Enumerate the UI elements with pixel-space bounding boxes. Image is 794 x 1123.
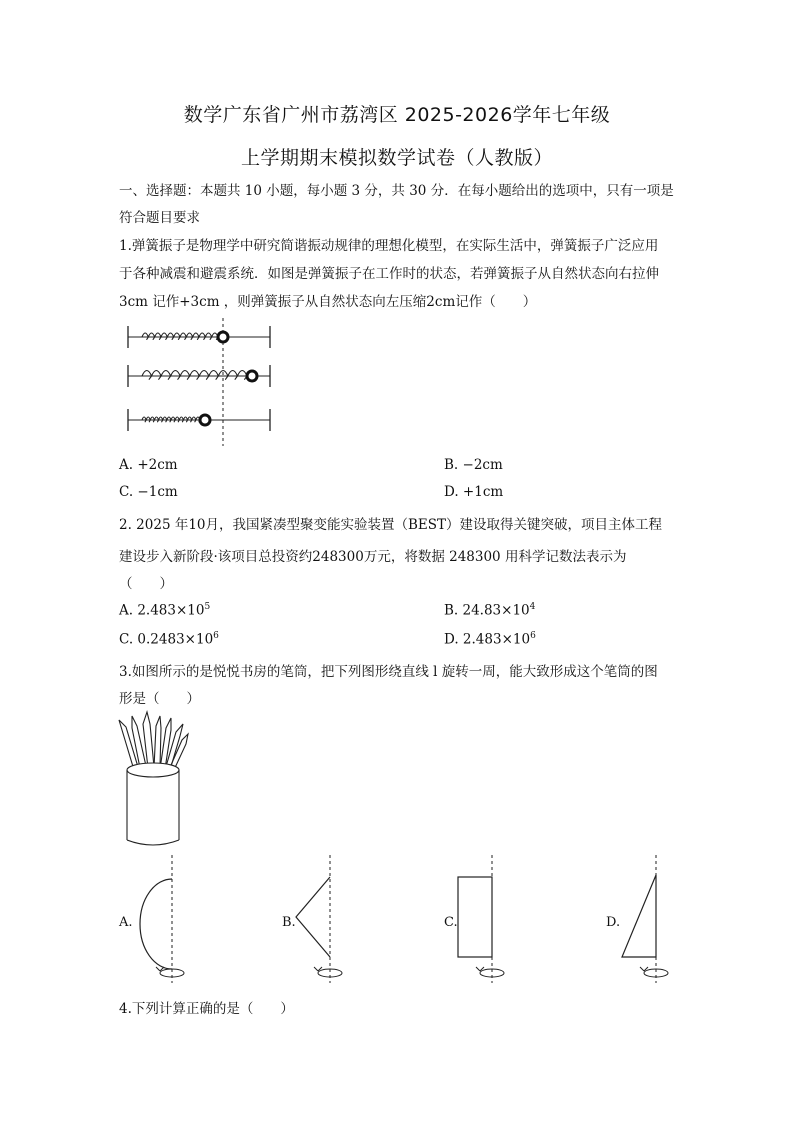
q3-option-a[interactable]: A.	[119, 915, 133, 930]
q2-option-b[interactable]: B. $24.83\times 10^4$	[444, 602, 536, 619]
q1-text-line2: 于各种减震和避震系统．如图是弹簧振子在工作时的状态，若弹簧振子从自然状态向右拉伸	[119, 266, 659, 282]
q3-text-line2: 形是（ ）	[119, 691, 200, 707]
q3-figure-d	[614, 855, 674, 985]
q2-option-c[interactable]: C. $0.2483\times 10^6$	[119, 631, 219, 648]
q1-option-a[interactable]: A. +2cm	[119, 457, 178, 473]
q2-text-line3: （ ）	[119, 576, 173, 592]
q1-option-d[interactable]: D. +1cm	[444, 484, 504, 500]
section-heading-cont: 符合题目要求	[119, 210, 200, 226]
section-heading: 一、选择题：本题共 10 小题，每小题 3 分，共 30 分．在每小题给出的选项中，只有一项是	[119, 183, 674, 199]
q1-option-c[interactable]: C. −1cm	[119, 484, 178, 500]
q3-text-line1: 3.如图所示的是悦悦书房的笔筒，把下列图形绕直线 l 旋转一周，能大致形成这个笔筒的图	[119, 664, 658, 680]
q3-option-b[interactable]: B.	[282, 915, 296, 930]
pen-holder-figure	[116, 710, 191, 850]
q3-option-d[interactable]: D.	[606, 915, 621, 930]
q1-option-b[interactable]: B. −2cm	[444, 457, 503, 473]
q2-text-line1: 2. 2025 年10月，我国紧凑型聚变能实验装置（BEST）建设取得关键突破，项目主体工程	[119, 517, 663, 533]
exam-title-line2: 上学期期末模拟数学试卷（人教版）	[240, 147, 553, 169]
q3-option-c[interactable]: C.	[444, 915, 458, 930]
q3-figure-c	[452, 855, 512, 985]
exam-title-line1: 数学广东省广州市荔湾区 2025-2026学年七年级	[183, 104, 611, 126]
q2-option-d[interactable]: D. $2.483\times 10^6$	[444, 631, 536, 648]
q1-text-line3: 3cm 记作+3cm ，则弹簧振子从自然状态向左压缩2cm记作（ ）	[119, 294, 537, 310]
q3-figure-b	[290, 855, 350, 985]
spring-oscillator-figure	[120, 318, 280, 448]
q2-option-a[interactable]: A. $2.483\times 10^5$	[119, 602, 211, 619]
q3-figure-a	[130, 855, 190, 985]
q2-text-line2: 建设步入新阶段·该项目总投资约248300万元，将数据 248300 用科学记数法表示为	[119, 549, 627, 565]
q1-text-line1: 1.弹簧振子是物理学中研究简谐振动规律的理想化模型，在实际生活中，弹簧振子广泛应用	[119, 238, 659, 254]
q4-text-line1: 4.下列计算正确的是（ ）	[119, 1001, 294, 1017]
